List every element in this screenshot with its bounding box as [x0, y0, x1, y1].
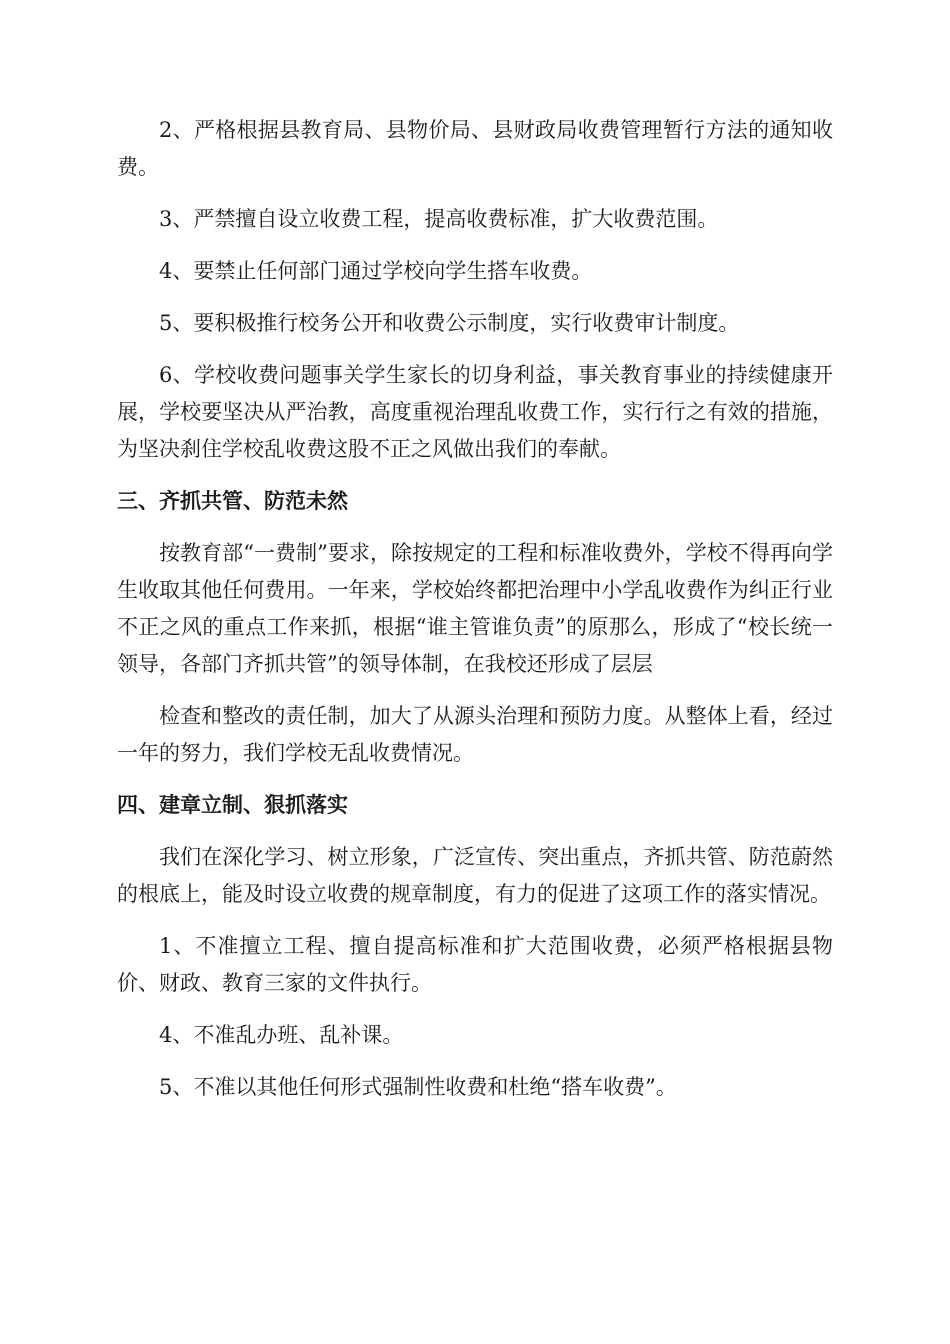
- paragraph-responsibility: 检查和整改的责任制，加大了从源头治理和预防力度。从整体上看，经过一年的努力，我们学校无乱收费情况。: [117, 704, 833, 765]
- paragraph-item-2: 2、严格根据县教育局、县物价局、县财政局收费管理暂行方法的通知收费。: [117, 118, 833, 179]
- paragraph-one-fee-policy: 按教育部“一费制”要求，除按规定的工程和标准收费外，学校不得再向学生收取其他任何费用。一年来，学校始终都把治理中小学乱收费作为纠正行业不正之风的重点工作来抓，根据“谁主管谁负责”的原那么，形成了“校长统一领导，各部门齐抓共管”的领导体制，在我校还形成了层层: [117, 541, 833, 676]
- paragraph-rule-1: 1、不准擅立工程、擅自提高标准和扩大范围收费，必须严格根据县物价、财政、教育三家的文件执行。: [117, 934, 833, 995]
- section-heading-3: 三、齐抓共管、防范未然: [117, 489, 348, 513]
- paragraph-item-3: 3、严禁擅自设立收费工程，提高收费标准，扩大收费范围。: [159, 207, 719, 231]
- paragraph-rule-4: 4、不准乱办班、乱补课。: [159, 1023, 404, 1047]
- paragraph-item-6: 6、学校收费问题事关学生家长的切身利益，事关教育事业的持续健康开展，学校要坚决从严治教，高度重视治理乱收费工作，实行行之有效的措施，为坚决刹住学校乱收费这股不正之风做出我们的奉献。: [117, 363, 833, 461]
- paragraph-rules-intro: 我们在深化学习、树立形象，广泛宣传、突出重点，齐抓共管、防范蔚然的根底上，能及时设立收费的规章制度，有力的促进了这项工作的落实情况。: [117, 845, 833, 906]
- section-heading-4: 四、建章立制、狠抓落实: [117, 793, 348, 817]
- paragraph-item-5: 5、要积极推行校务公开和收费公示制度，实行收费审计制度。: [159, 311, 740, 335]
- document-page: [117, 112, 833, 1121]
- paragraph-item-4: 4、要禁止任何部门通过学校向学生搭车收费。: [159, 259, 593, 283]
- paragraph-rule-5: 5、不准以其他任何形式强制性收费和杜绝“搭车收费”。: [159, 1075, 677, 1099]
